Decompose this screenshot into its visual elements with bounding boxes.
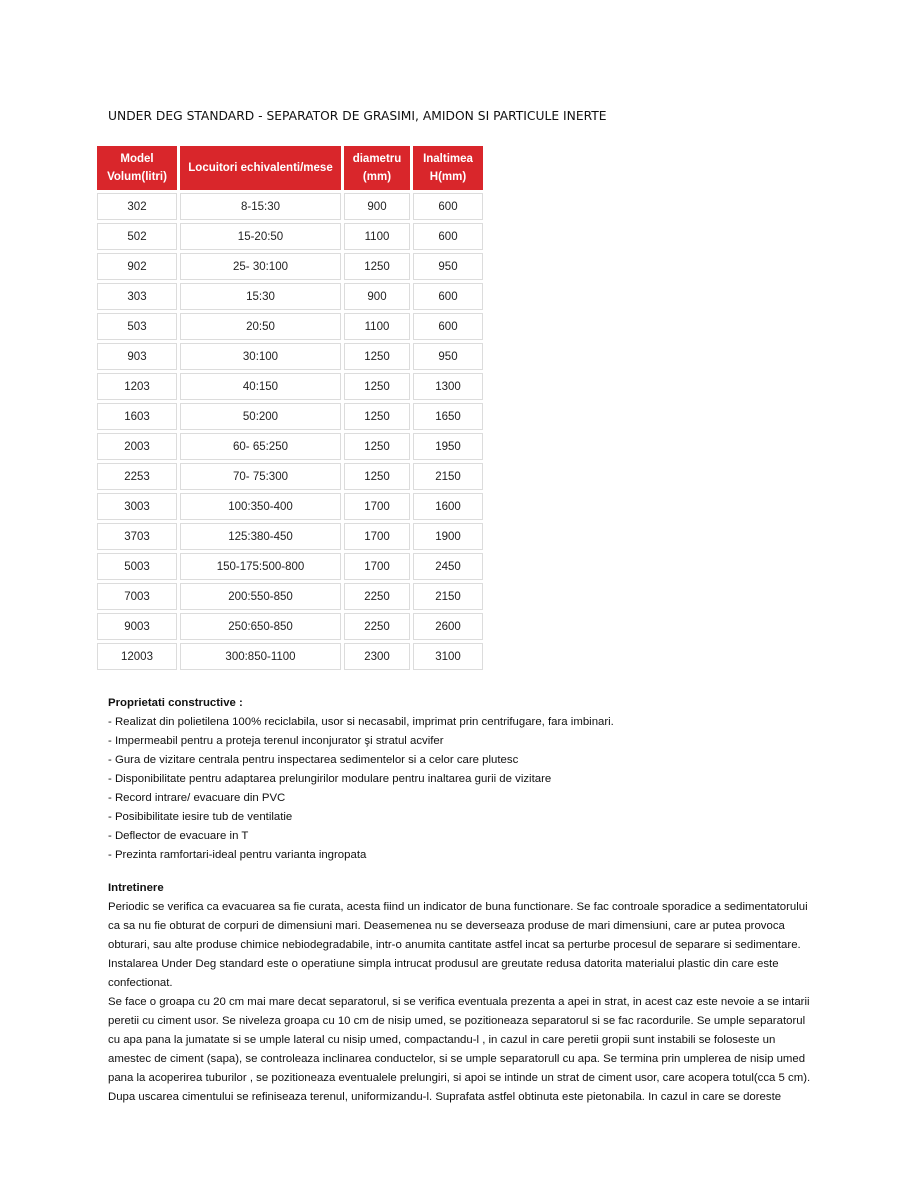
cell-inhabitants: 125:380-450	[180, 523, 341, 550]
property-item: - Posibibilitate iesire tub de ventilatie	[108, 811, 293, 823]
property-item: - Prezinta ramfortari-ideal pentru varianta ingropata	[108, 849, 367, 861]
specs-table	[97, 146, 486, 673]
cell-inhabitants: 300:850-1100	[180, 643, 341, 670]
header-model-volume: Model Volum(litri)	[97, 146, 177, 190]
cell-height: 2600	[413, 613, 483, 640]
cell-height: 3100	[413, 643, 483, 670]
cell-model: 9003	[97, 613, 177, 640]
header-equivalent-inhabitants: Locuitori echivalenti/mese	[180, 146, 341, 190]
cell-diameter: 1250	[344, 433, 410, 460]
maintenance-line: ca sa nu fie obturat de corpuri de dimensiuni mari. Deasemenea nu se deverseaza produse de mari dimensiuni, care ar putea provoca	[108, 920, 785, 932]
table-row	[97, 343, 486, 370]
cell-diameter: 2300	[344, 643, 410, 670]
cell-model: 903	[97, 343, 177, 370]
cell-inhabitants: 15:30	[180, 283, 341, 310]
properties-heading: Proprietati constructive :	[108, 697, 243, 709]
cell-diameter: 1250	[344, 253, 410, 280]
cell-model: 12003	[97, 643, 177, 670]
table-header-row	[97, 146, 486, 190]
cell-inhabitants: 8-15:30	[180, 193, 341, 220]
table-body	[97, 193, 486, 670]
header-diameter: diametru (mm)	[344, 146, 410, 190]
table-row	[97, 433, 486, 460]
cell-height: 600	[413, 223, 483, 250]
cell-inhabitants: 50:200	[180, 403, 341, 430]
cell-height: 1300	[413, 373, 483, 400]
maintenance-line: Instalarea Under Deg standard este o operatiune simpla intrucat produsul are greutate redusa datorita materialui plastic din care este	[108, 958, 779, 970]
cell-model: 902	[97, 253, 177, 280]
table-row	[97, 493, 486, 520]
table-row	[97, 253, 486, 280]
table-row	[97, 613, 486, 640]
maintenance-line: confectionat.	[108, 977, 173, 989]
cell-model: 3703	[97, 523, 177, 550]
maintenance-line: amestec de ciment (sapa), se controleaza inclinarea conductelor, si se umple separatorull cu apa. Se termina prin umplerea de nisip umed	[108, 1053, 806, 1065]
cell-diameter: 1700	[344, 523, 410, 550]
cell-inhabitants: 20:50	[180, 313, 341, 340]
cell-inhabitants: 15-20:50	[180, 223, 341, 250]
cell-height: 1900	[413, 523, 483, 550]
properties-section	[108, 694, 614, 865]
cell-model: 303	[97, 283, 177, 310]
maintenance-text	[108, 898, 828, 1107]
cell-height: 1600	[413, 493, 483, 520]
table-row	[97, 193, 486, 220]
table-row	[97, 403, 486, 430]
cell-height: 2450	[413, 553, 483, 580]
table-row	[97, 283, 486, 310]
cell-inhabitants: 250:650-850	[180, 613, 341, 640]
table-row	[97, 373, 486, 400]
cell-inhabitants: 25- 30:100	[180, 253, 341, 280]
cell-height: 600	[413, 283, 483, 310]
cell-height: 1650	[413, 403, 483, 430]
table-row	[97, 553, 486, 580]
table-row	[97, 643, 486, 670]
cell-height: 600	[413, 313, 483, 340]
document-title: UNDER DEG STANDARD - SEPARATOR DE GRASIMI, AMIDON SI PARTICULE INERTE	[108, 109, 607, 123]
maintenance-line: cu apa pana la jumatate si se umple lateral cu nisip umed, compactandu-l , in cazul in care peretii gropii sunt instabili se foloseste un	[108, 1034, 776, 1046]
table-row	[97, 463, 486, 490]
table-row	[97, 523, 486, 550]
cell-inhabitants: 150-175:500-800	[180, 553, 341, 580]
cell-inhabitants: 100:350-400	[180, 493, 341, 520]
cell-diameter: 2250	[344, 583, 410, 610]
cell-inhabitants: 70- 75:300	[180, 463, 341, 490]
maintenance-line: pana la acoperirea tuburilor , se pozitioneaza eventualele prelungiri, si apoi se intinde un strat de ciment usor, care acopera totul(cca 5 cm).	[108, 1072, 811, 1084]
cell-diameter: 1250	[344, 373, 410, 400]
cell-model: 3003	[97, 493, 177, 520]
cell-diameter: 1100	[344, 313, 410, 340]
maintenance-section	[108, 879, 828, 1107]
cell-inhabitants: 200:550-850	[180, 583, 341, 610]
cell-height: 2150	[413, 463, 483, 490]
cell-height: 950	[413, 343, 483, 370]
property-item: - Record intrare/ evacuare din PVC	[108, 792, 286, 804]
cell-inhabitants: 30:100	[180, 343, 341, 370]
header-height: Inaltimea H(mm)	[413, 146, 483, 190]
cell-model: 503	[97, 313, 177, 340]
cell-height: 600	[413, 193, 483, 220]
cell-model: 1603	[97, 403, 177, 430]
property-item: - Gura de vizitare centrala pentru inspectarea sedimentelor si a celor care plutesc	[108, 754, 519, 766]
maintenance-line: peretii cu ciment usor. Se niveleza groapa cu 10 cm de nisip umed, se pozitioneaza separatorul si se fac racordurile. Se umple separatorul	[108, 1015, 806, 1027]
cell-model: 502	[97, 223, 177, 250]
table-row	[97, 223, 486, 250]
cell-diameter: 900	[344, 283, 410, 310]
cell-diameter: 1250	[344, 463, 410, 490]
cell-model: 1203	[97, 373, 177, 400]
cell-diameter: 900	[344, 193, 410, 220]
cell-inhabitants: 40:150	[180, 373, 341, 400]
cell-diameter: 1250	[344, 343, 410, 370]
cell-diameter: 1250	[344, 403, 410, 430]
cell-model: 5003	[97, 553, 177, 580]
cell-diameter: 2250	[344, 613, 410, 640]
maintenance-line: Periodic se verifica ca evacuarea sa fie curata, acesta fiind un indicator de buna functionare. Se fac controale sporadice a sedimentatorului	[108, 901, 808, 913]
table-row	[97, 583, 486, 610]
maintenance-line: Se face o groapa cu 20 cm mai mare decat separatorul, si se verifica eventuala prezenta a apei in strat, in acest caz este nevoie a se intarii	[108, 996, 810, 1008]
cell-height: 1950	[413, 433, 483, 460]
cell-inhabitants: 60- 65:250	[180, 433, 341, 460]
cell-diameter: 1100	[344, 223, 410, 250]
cell-model: 2253	[97, 463, 177, 490]
cell-diameter: 1700	[344, 553, 410, 580]
cell-model: 7003	[97, 583, 177, 610]
maintenance-line: Dupa uscarea cimentului se refiniseaza terenul, uniformizandu-l. Suprafata astfel obtinuta este pietonabila. In cazul in care se doreste	[108, 1091, 782, 1103]
property-item: - Realizat din polietilena 100% reciclabila, usor si necasabil, imprimat prin centrifugare, fara imbinari.	[108, 716, 614, 728]
cell-height: 2150	[413, 583, 483, 610]
cell-model: 302	[97, 193, 177, 220]
maintenance-heading: Intretinere	[108, 882, 164, 894]
maintenance-line: obturari, sau alte produse chimice nebiodegradabile, intr-o anumita cantitate astfel incat sa perturbe procesul de separare si sedimentare.	[108, 939, 801, 951]
cell-height: 950	[413, 253, 483, 280]
properties-list	[108, 713, 614, 865]
property-item: - Impermeabil pentru a proteja terenul inconjurator şi stratul acvifer	[108, 735, 444, 747]
cell-diameter: 1700	[344, 493, 410, 520]
table-row	[97, 313, 486, 340]
property-item: - Disponibilitate pentru adaptarea prelungirilor modulare pentru inaltarea gurii de vizitare	[108, 773, 552, 785]
property-item: - Deflector de evacuare in T	[108, 830, 249, 842]
cell-model: 2003	[97, 433, 177, 460]
